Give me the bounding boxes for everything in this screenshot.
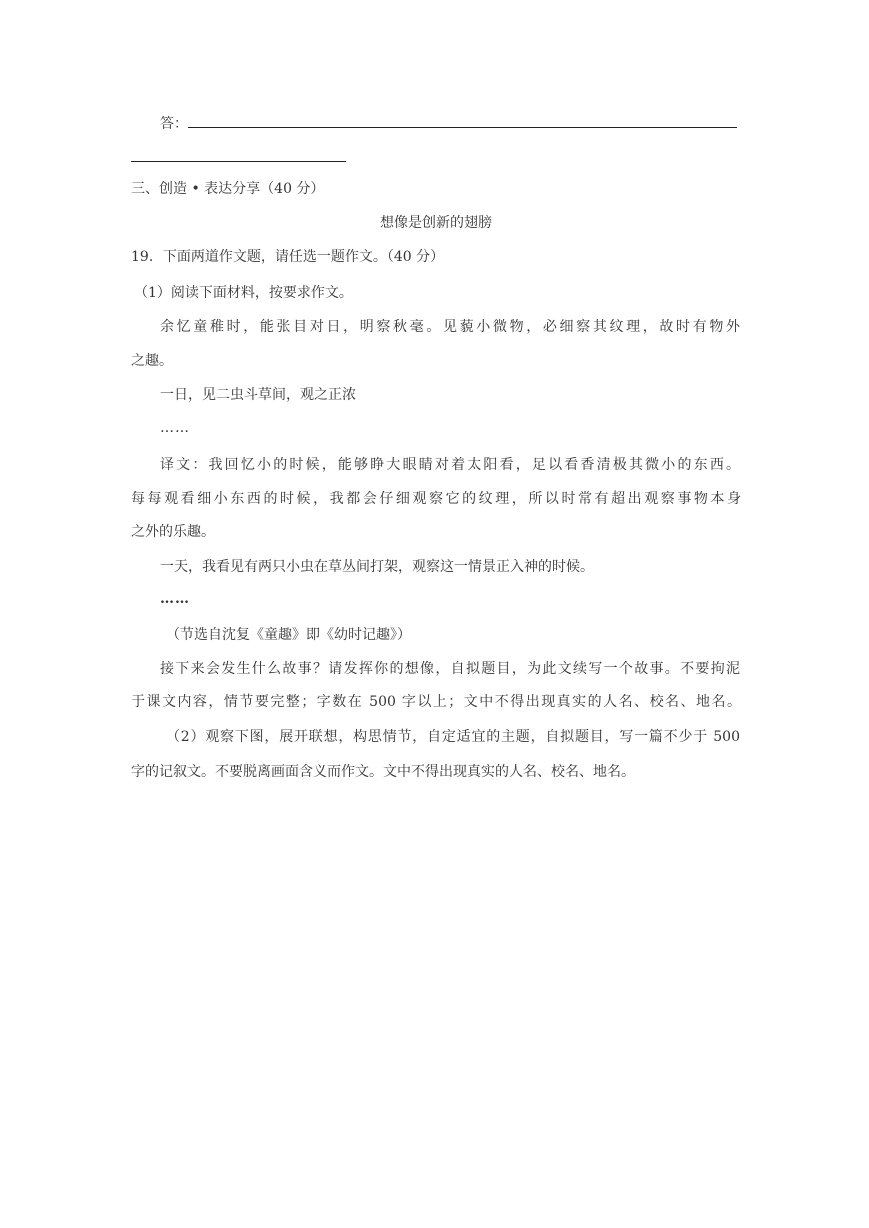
translation-line: 译文：我回忆小的时候，能够睁大眼睛对着太阳看，足以看香清极其微小的东西。 <box>160 457 740 473</box>
option2-line: 字的记叙文。不要脱离画面含义而作文。文中不得出现真实的人名、校名、地名。 <box>131 764 635 780</box>
option2-line: （2）观察下图，展开联想，构思情节，自定适宜的主题，自拟题目，写一篇不少于 500 <box>166 729 740 745</box>
original-text-line: 之趣。 <box>131 353 173 369</box>
original-text-line: 余忆童稚时，能张目对日，明察秋毫。见藐小微物，必细察其纹理，故时有物外 <box>160 319 740 335</box>
requirement-line: 于课文内容，情节要完整；字数在 500 字以上；文中不得出现真实的人名、校名、地名。 <box>131 694 741 710</box>
requirement-line: 接下来会发生什么故事？请发挥你的想像，自拟题目，为此文续写一个故事。不要拘泥 <box>160 661 740 677</box>
translation-line: 一天，我看见有两只小虫在草丛间打架，观察这一情景正入神的时候。 <box>160 559 594 575</box>
answer-blank-line <box>188 127 737 128</box>
answer-row <box>160 114 740 134</box>
original-text-line: 一日，见二虫斗草间，观之正浓 <box>160 387 356 403</box>
answer-blank-line-continued <box>131 161 346 162</box>
answer-label: 答： <box>160 116 188 132</box>
translation-line: 每每观看细小东西的时候，我都会仔细观察它的纹理，所以时常有超出观察事物本身 <box>131 491 741 507</box>
section-title: 想像是创新的翅膀 <box>380 215 492 231</box>
option1-label: （1）阅读下面材料，按要求作文。 <box>134 285 353 301</box>
translation-line: 之外的乐趣。 <box>131 524 215 540</box>
source-citation: （节选自沈复《童趣》即《幼时记趣》） <box>166 627 411 643</box>
question-prompt: 19．下面两道作文题，请任选一题作文。（40 分） <box>131 249 445 265</box>
section-heading: 三、创造 • 表达分享（40 分） <box>131 181 325 197</box>
ellipsis: …… <box>160 591 190 607</box>
ellipsis: …… <box>160 420 190 436</box>
